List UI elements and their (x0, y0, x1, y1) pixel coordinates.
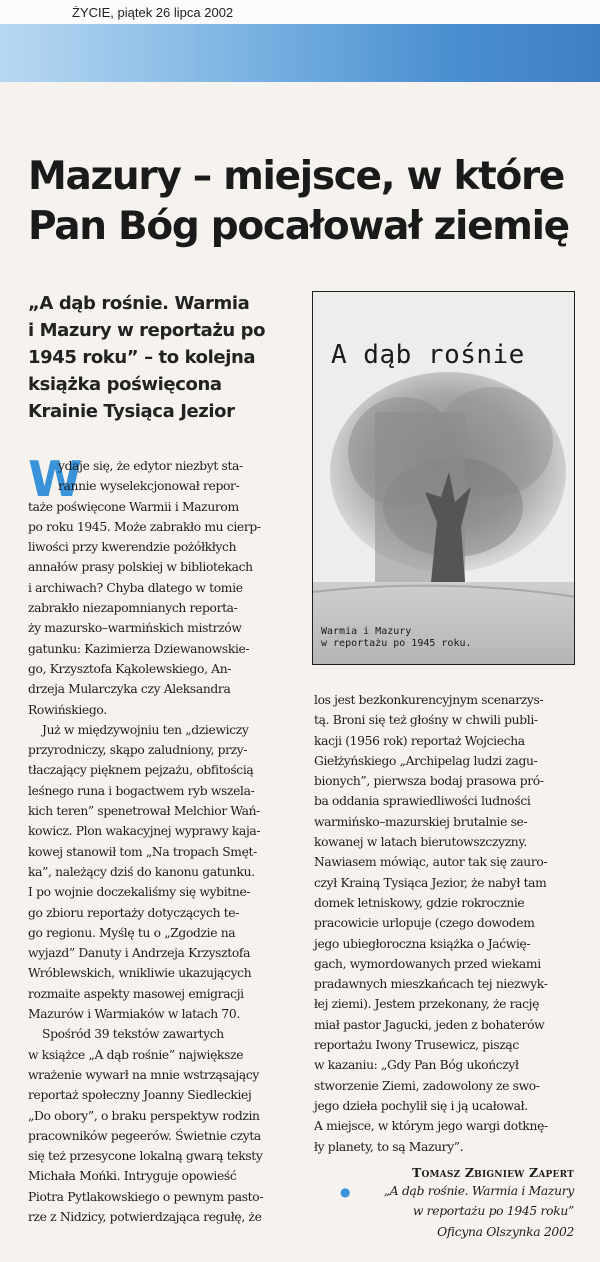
book-reference-title: „A dąb rośnie. Warmia i Mazury (383, 1184, 574, 1198)
book-cover-subtitle-line: Warmia i Mazury (321, 626, 412, 637)
article-line: gach, wymordowanych przed wiekami (314, 956, 541, 971)
article-line: łej ziemi). Jestem przekonany, że rację (314, 997, 540, 1012)
article-line: Nawiasem mówiąc, autor tak się zauro- (314, 855, 548, 870)
article-line: Michała Mońki. Intryguje opowieść (28, 1169, 237, 1184)
article-line: pracowicie urlopuje (czego dowodem (314, 916, 535, 931)
article-line: „Do obory”, o braku perspektyw rodzin (28, 1108, 260, 1123)
article-line: A miejsce, w którym jego wargi dotknę- (314, 1119, 548, 1134)
article-line: leśnego runa i bogactwem ryb wszela- (28, 783, 255, 798)
lead-line: Krainie Tysiąca Jezior (28, 401, 235, 422)
article-line: pracowników pegeerów. Świetnie czyta (28, 1128, 261, 1143)
article-line: tłaczający pięknem pejzażu, obfitością (28, 763, 254, 778)
article-line: annałów prasy polskiej w bibliotekach (28, 560, 253, 575)
book-reference-title: w reportażu po 1945 roku” (412, 1204, 574, 1218)
article-line: miał pastor Jagucki, jeden z bohaterów (314, 1017, 545, 1032)
article-line: kowej stanowił tom „Na tropach Smęt- (28, 844, 257, 859)
article-line: w książce „A dąb rośnie” największe (28, 1047, 244, 1062)
article-line: drzeja Mularczyka czy Aleksandra (28, 682, 231, 697)
article-line: czył Krainą Tysiąca Jezior, że nabył tam (314, 875, 547, 890)
article-line: reportażu Iwony Trusewicz, pisząc (314, 1038, 519, 1053)
article-line: reportaż społeczny Joanny Siedleckiej (28, 1088, 252, 1103)
article-line: Wróblewskich, wnikliwie ukazujących (28, 966, 252, 981)
article-line: go, Krzysztofa Kąkolewskiego, An- (28, 661, 232, 676)
article-line: warmińsko–mazurskiej brutalnie se- (314, 814, 528, 829)
lead-line: 1945 roku” – to kolejna (28, 347, 256, 368)
article-line: wrażenie wywarł na mnie wstrząsający (28, 1067, 259, 1082)
header-color-band (0, 24, 600, 82)
article-line: Mazurów i Warmiaków w latach 70. (28, 1007, 240, 1022)
article-line: ły planety, to są Mazury”. (314, 1139, 464, 1154)
article-line: I po wojnie doczekaliśmy się wybitne- (28, 885, 251, 900)
masthead-date: ŻYCIE, piątek 26 lipca 2002 (72, 5, 234, 20)
lead-line: i Mazury w reportażu po (28, 320, 266, 341)
headline-line: Mazury – miejsce, w które (28, 154, 565, 199)
lead-line: książka poświęcona (28, 374, 222, 395)
article-line: zabrakło niezapomnianych reporta- (28, 601, 238, 616)
article-line: ydaje się, że edytor niezbyt sta- (58, 459, 243, 473)
article-line: jego dzieła pochylił się i ją ucałował. (314, 1098, 528, 1113)
article-column-right (314, 690, 582, 1157)
article-line: kowanej w latach bierutowszczyzny. (314, 835, 527, 850)
article-line: kich teren” spenetrował Melchior Wań- (28, 804, 260, 819)
author-name: Tomasz Zbigniew Zapert (411, 1165, 574, 1180)
drop-cap: W (28, 451, 83, 508)
book-reference-publisher: Oficyna Olszynka 2002 (437, 1225, 574, 1239)
article-line: po roku 1945. Może zabrakło mu cierp- (28, 519, 261, 534)
book-cover-title: A dąb rośnie (331, 340, 525, 370)
article-line: kacji (1956 rok) reportaż Wojciecha (314, 733, 525, 748)
article-line: domek letniskowy, gdzie rokrocznie (314, 895, 525, 910)
article-line: liwości przy kwerendzie pożółkłych (28, 540, 237, 555)
article-line: Rowińskiego. (28, 702, 107, 717)
article-line: stworzenie Ziemi, zadowolony ze swo- (314, 1078, 540, 1093)
article-line: Giełżyńskiego „Archipelag ludzi zagu- (314, 753, 538, 768)
article-line: go zbioru reportaży dotyczących te- (28, 905, 240, 920)
article-line: go regionu. Myślę tu o „Zgodzie na (28, 925, 236, 940)
article-line: wyjazd” Danuty i Andrzeja Krzysztofa (28, 946, 251, 961)
article-line: przyrodniczy, skąpo zaludniony, przy- (28, 743, 248, 758)
article-line: rozmaite aspekty masowej emigracji (28, 986, 244, 1001)
book-cover-subtitle-line: w reportażu po 1945 roku. (321, 638, 472, 649)
article-line: Spośród 39 tekstów zawartych (42, 1027, 224, 1042)
masthead (0, 0, 600, 24)
headline-line: Pan Bóg pocałował ziemię (28, 204, 569, 249)
article-line: Piotra Pytlakowskiego o pewnym pasto- (28, 1189, 264, 1204)
article-line: bionych”, pierwsza bodaj prasowa pró- (314, 774, 544, 789)
article-line: Już w międzywojniu ten „dziewiczy (42, 722, 249, 737)
bullet-icon: ● (340, 1185, 351, 1199)
lead-paragraph (28, 290, 304, 425)
article-line: kowicz. Plon wakacyjnej wyprawy kaja- (28, 824, 261, 839)
article-line: i archiwach? Chyba dlatego w tomie (28, 580, 243, 595)
article-line: tą. Broni się też głośny w chwili publi- (314, 713, 538, 728)
article-column-left (28, 451, 296, 1227)
article-line: los jest bezkonkurencyjnym scenarzys- (314, 693, 544, 707)
article-line: gatunku: Kazimierza Dziewanowskie- (28, 641, 250, 656)
article-line: się też przesycone lokalną gwarą teksty (28, 1149, 263, 1164)
article-line: ka”, należący dziś do kanonu gatunku. (28, 864, 255, 879)
book-cover-subtitle (321, 626, 472, 650)
lead-line: „A dąb rośnie. Warmia (28, 293, 250, 314)
article-line: rannie wyselekcjonował repor- (58, 479, 240, 494)
article-line: pradawnych mieszkańcach tej niezwyk- (314, 977, 548, 992)
article-line: ży mazursko–warmińskich mistrzów (28, 621, 242, 636)
article-line: taże poświęcone Warmii i Mazurom (28, 499, 239, 514)
book-cover-image (312, 291, 575, 665)
article-line: w kazaniu: „Gdy Pan Bóg ukończył (314, 1058, 519, 1073)
article-line: rze z Nidzicy, potwierdzająca regułę, że (28, 1209, 262, 1224)
article-line: jego ubiegłoroczna książka o Jaćwię- (314, 936, 531, 951)
headline (28, 152, 588, 252)
article-line: ba oddania sprawiedliwości ludności (314, 794, 531, 809)
